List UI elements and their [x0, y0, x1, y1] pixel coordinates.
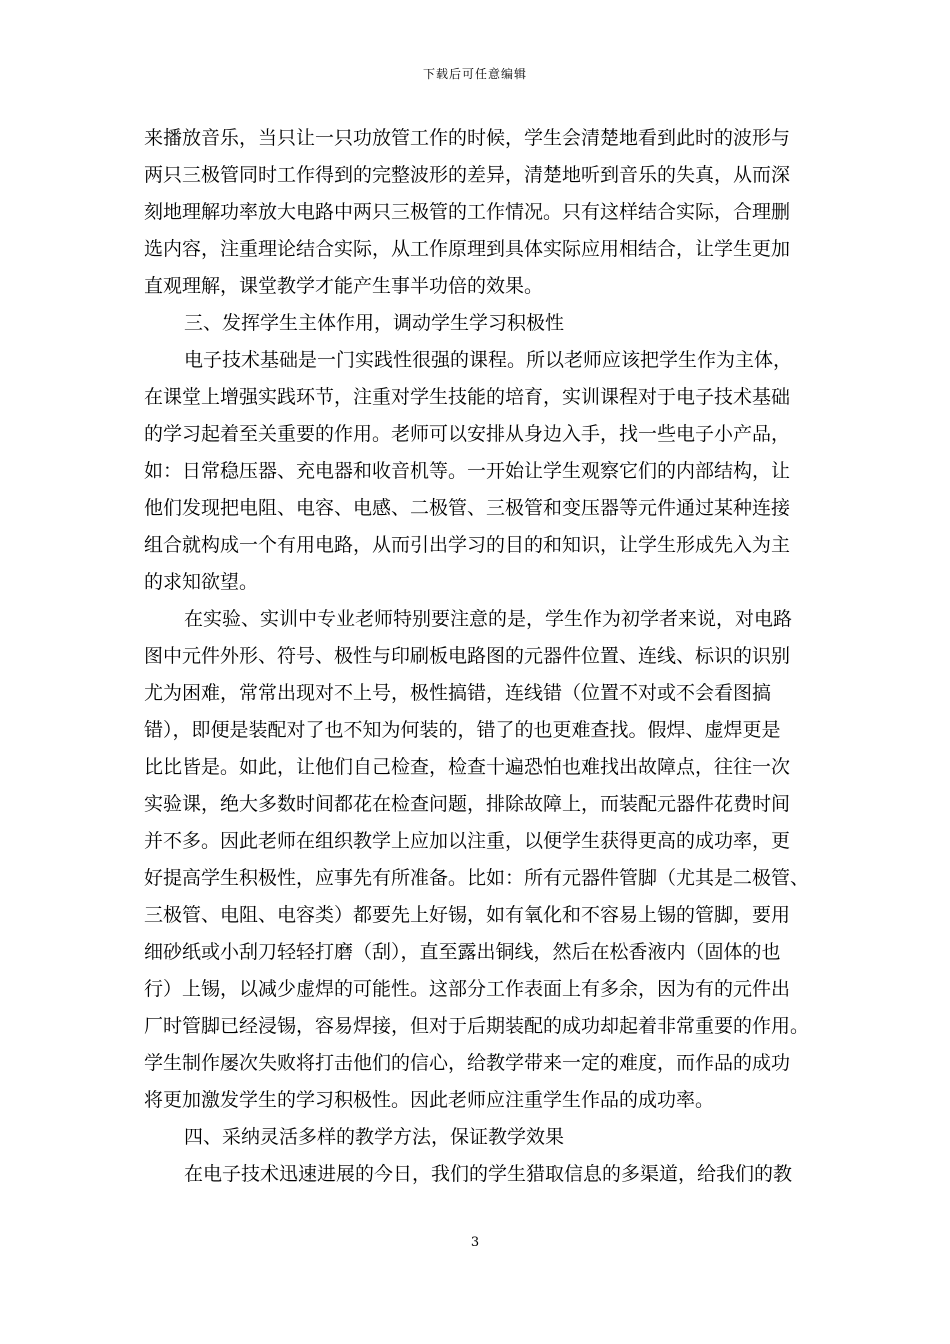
- text-line: 细砂纸或小刮刀轻轻打磨（刮），直至露出铜线，然后在松香液内（固体的也: [144, 941, 781, 963]
- text-line: 直观理解，课堂教学才能产生事半功倍的效果。: [144, 275, 544, 297]
- text-line: 在课堂上增强实践环节，注重对学生技能的培育，实训课程对于电子技术基础: [144, 386, 791, 408]
- text-line: 三、发挥学生主体作用，调动学生学习积极性: [184, 312, 565, 334]
- page-number: 3: [470, 1235, 480, 1250]
- text-line: 并不多。因此老师在组织教学上应加以注重，以便学生获得更高的成功率，更: [144, 830, 791, 852]
- text-line: 在实验、实训中专业老师特别要注意的是，学生作为初学者来说，对电路: [184, 608, 793, 630]
- text-line: 错），即便是装配对了也不知为何装的，错了的也更难查找。假焊、虚焊更是: [144, 719, 781, 741]
- text-line: 选内容，注重理论结合实际，从工作原理到具体实际应用相结合，让学生更加: [144, 238, 791, 260]
- text-line: 在电子技术迅速进展的今日，我们的学生猎取信息的多渠道，给我们的教: [184, 1163, 793, 1185]
- text-line: 的求知欲望。: [144, 571, 259, 593]
- text-line: 学生制作屡次失败将打击他们的信心，给教学带来一定的难度，而作品的成功: [144, 1052, 791, 1074]
- text-line: 实验课，绝大多数时间都花在检查问题，排除故障上，而装配元器件花费时间: [144, 793, 791, 815]
- text-line: 三极管、电阻、电容类）都要先上好锡，如有氧化和不容易上锡的管脚，要用: [144, 904, 791, 926]
- text-line: 图中元件外形、符号、极性与印刷板电路图的元器件位置、连线、标识的识别: [144, 645, 791, 667]
- document-body: [144, 120, 809, 1193]
- text-line: 他们发现把电阻、电容、电感、二极管、三极管和变压器等元件通过某种连接: [144, 497, 791, 519]
- page-header: 下载后可任意编辑: [422, 67, 527, 81]
- text-line: 如：日常稳压器、充电器和收音机等。一开始让学生观察它们的内部结构，让: [144, 460, 791, 482]
- text-line: 刻地理解功率放大电路中两只三极管的工作情况。只有这样结合实际，合理删: [144, 201, 791, 223]
- text-line: 两只三极管同时工作得到的完整波形的差异，清楚地听到音乐的失真，从而深: [144, 164, 791, 186]
- text-line: 的学习起着至关重要的作用。老师可以安排从身边入手，找一些电子小产品，: [144, 423, 791, 445]
- text-line: 比比皆是。如此，让他们自己检查，检查十遍恐怕也难找出故障点，往往一次: [144, 756, 791, 778]
- text-line: 组合就构成一个有用电路，从而引出学习的目的和知识，让学生形成先入为主: [144, 534, 791, 556]
- text-line: 电子技术基础是一门实践性很强的课程。所以老师应该把学生作为主体，: [184, 349, 793, 371]
- text-line: 厂时管脚已经浸锡，容易焊接，但对于后期装配的成功却起着非常重要的作用。: [144, 1015, 810, 1037]
- text-line: 尤为困难，常常出现对不上号，极性搞错，连线错（位置不对或不会看图搞: [144, 682, 772, 704]
- text-line: 来播放音乐，当只让一只功放管工作的时候，学生会清楚地看到此时的波形与: [144, 127, 791, 149]
- text-line: 好提高学生积极性，应事先有所准备。比如：所有元器件管脚（尤其是二极管、: [144, 867, 810, 889]
- text-line: 四、采纳灵活多样的教学方法，保证教学效果: [184, 1126, 565, 1148]
- text-line: 将更加激发学生的学习积极性。因此老师应注重学生作品的成功率。: [144, 1089, 715, 1111]
- text-line: 行）上锡，以减少虚焊的可能性。这部分工作表面上有多余，因为有的元件出: [144, 978, 791, 1000]
